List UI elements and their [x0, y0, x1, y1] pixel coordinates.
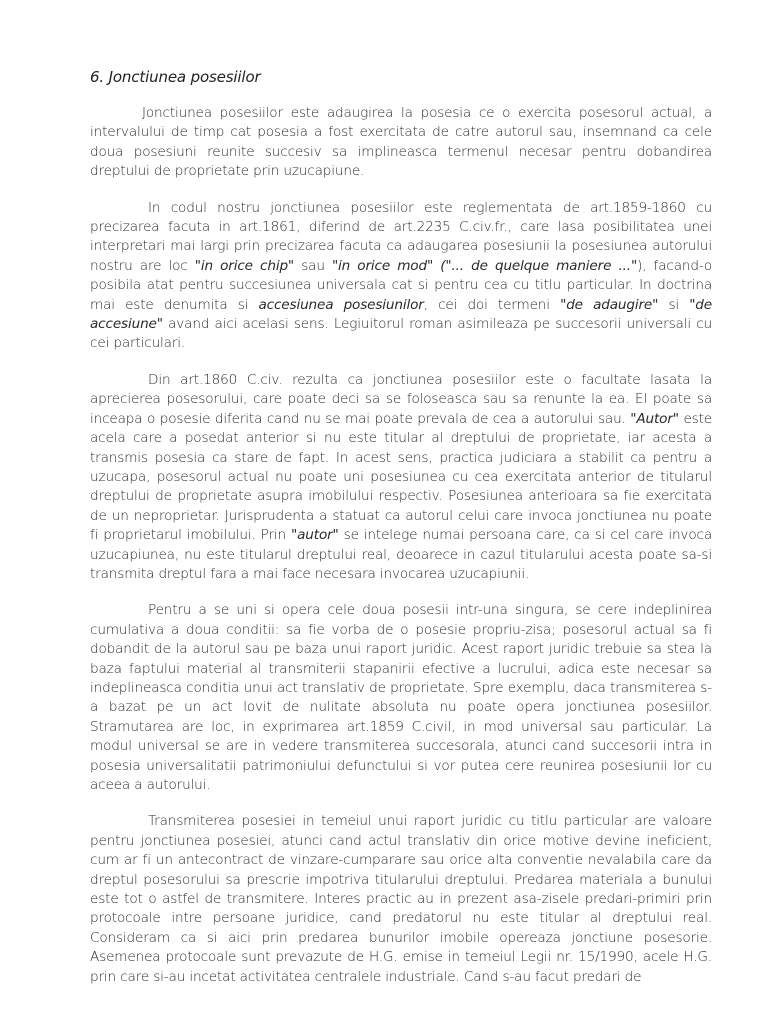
paragraph-2: [90, 199, 712, 354]
paragraph-5: [90, 812, 712, 987]
section-heading: 6. Jonctiunea posesiilor: [90, 68, 261, 86]
paragraph-2-text-2: sau: [294, 257, 332, 274]
term-accesiunea-posesiunilor: accesiunea posesiunilor: [258, 296, 424, 313]
quote-in-orice-chip: "in orice chip": [194, 257, 295, 274]
paragraph-3: [90, 371, 712, 584]
paragraph-4-text: Pentru a se uni si opera cele doua posesii intr-una singura, se cere indeplinirea cumulativa a doua conditii: sa fie vorba de o posesie propriu-zisa; posesorul actual sa fi dobandit de la autorul sau pe baza unui raport juridic. Acest raport juridic trebuie sa stea la baza faptului material al transmiterii stapanirii efective a lucrului, adica este necesar sa indeplineasca conditia unui act translativ de proprietate. Spre exemplu, daca transmiterea s-a bazat pe un act lovit de nulitate absoluta nu poate opera jonctiunea posesiilor. Stramutarea are loc, in exprimarea art.1859 C.civil, in mod universal sau particular. La modul universal se are in vedere transmiterea succesorala, atunci cand succesorii intra in posesia universalitatii patrimoniului defunctului si vor putea cere reunirea posesiunii lor cu aceea a autorului.: [90, 602, 712, 793]
paragraph-1-text: Jonctiunea posesiilor este adaugirea la posesia ce o exercita posesorul actual, a intervalului de timp cat posesia a fost exercitata de catre autorul sau, insemnand ca cele doua posesiuni reunite succesiv sa implineasca termenul necesar pentru dobandirea dreptului de proprietate prin uzucapiune.: [90, 105, 712, 180]
term-de-accesiune: "de accesiune": [90, 296, 712, 333]
paragraph-2-text-6: avand aici acelasi sens. Legiuitorul roman asimileaza pe succesorii universali cu cei particulari.: [90, 316, 712, 352]
term-de-adaugire: "de adaugire": [560, 296, 659, 313]
paragraph-3-text-2: este acela care a posedat anterior si nu este titular al dreptului de proprietate, iar acesta a transmis posesia ca stare de fapt. In acest sens, practica judiciara a stabilit ca pentru a uzucapa, posesorul actual nu poate uni posesiunea cu cea exercitata anterior de titularul dreptului de proprietate asupra imobilului respectiv. Posesiunea anterioara sa fie exercitata de un neproprietar. Jurisprudenta a statuat ca autorul celui care invoca jonctiunea nu poate fi proprietarul imobilului. Prin: [90, 410, 712, 544]
paragraph-5-text: Transmiterea posesiei in temeiul unui raport juridic cu titlu particular are valoare pentru jonctiunea posesiei, atunci cand actul translativ din orice motive devine ineficient, cum ar fi un antecontract de vinzare-cumparare sau orice alta conventie nevalabila care da dreptul posesorului sa prescrie impotriva titularului dreptului. Predarea materiala a bunului este tot o astfel de transmitere. Interes practic au in prezent asa-zisele predari-primiri prin protocoale intre persoane juridice, cand predatorul nu este titular al dreptului real. Consideram ca si aici prin predarea bunurilor imobile opereaza jonctiune posesorie. Asemenea protocoale sunt prevazute de H.G. emise in temeiul Legii nr. 15/1990, acele H.G. prin care si-au incetat activitatea centralele industriale. Cand s-au facut predari de: [90, 813, 712, 985]
paragraph-2-text-3: ), facand-o posibila atat pentru succesiunea universala cat si pentru cea cu titlu particular. In doctrina mai este denumita si: [90, 257, 712, 313]
document-page: [90, 66, 712, 1004]
paragraph-3-text-3: se intelege numai persoana care, ca si cel care invoca uzucapiunea, nu este titularul dreptului real, deoarece in cazul titularului acesta poate sa-si transmita dreptul fara a mai face necesara invocarea uzucapiunii.: [90, 527, 712, 582]
paragraph-1: [90, 104, 712, 182]
term-autor-2: "autor": [291, 527, 339, 544]
paragraph-2-text-5: si: [658, 296, 690, 313]
quote-in-orice-mod: "in orice mod" ("... de quelque maniere ...": [331, 257, 638, 274]
term-autor-1: "Autor": [630, 410, 679, 427]
paragraph-3-text-1: Din art.1860 C.civ. rezulta ca jonctiunea posesiilor este o facultate lasata la aprecierea posesorului, care poate deci sa se foloseasca sau sa renunte la ea. El poate sa inceapa o posesie diferita cand nu se mai poate prevala de cea a autorului sau.: [90, 371, 712, 427]
paragraph-4: [90, 601, 712, 795]
paragraph-2-text-4: , cei doi termeni: [423, 296, 561, 313]
paragraph-2-text-1: In codul nostru jonctiunea posesiilor este reglementata de art.1859-1860 cu precizarea facuta in art.1861, diferind de art.2235 C.civ.fr., care lasa posibilitatea unei interpretari mai largi prin precizarea facuta ca adaugarea posesiunii la posesiunea autorului nostru are loc: [90, 199, 712, 274]
